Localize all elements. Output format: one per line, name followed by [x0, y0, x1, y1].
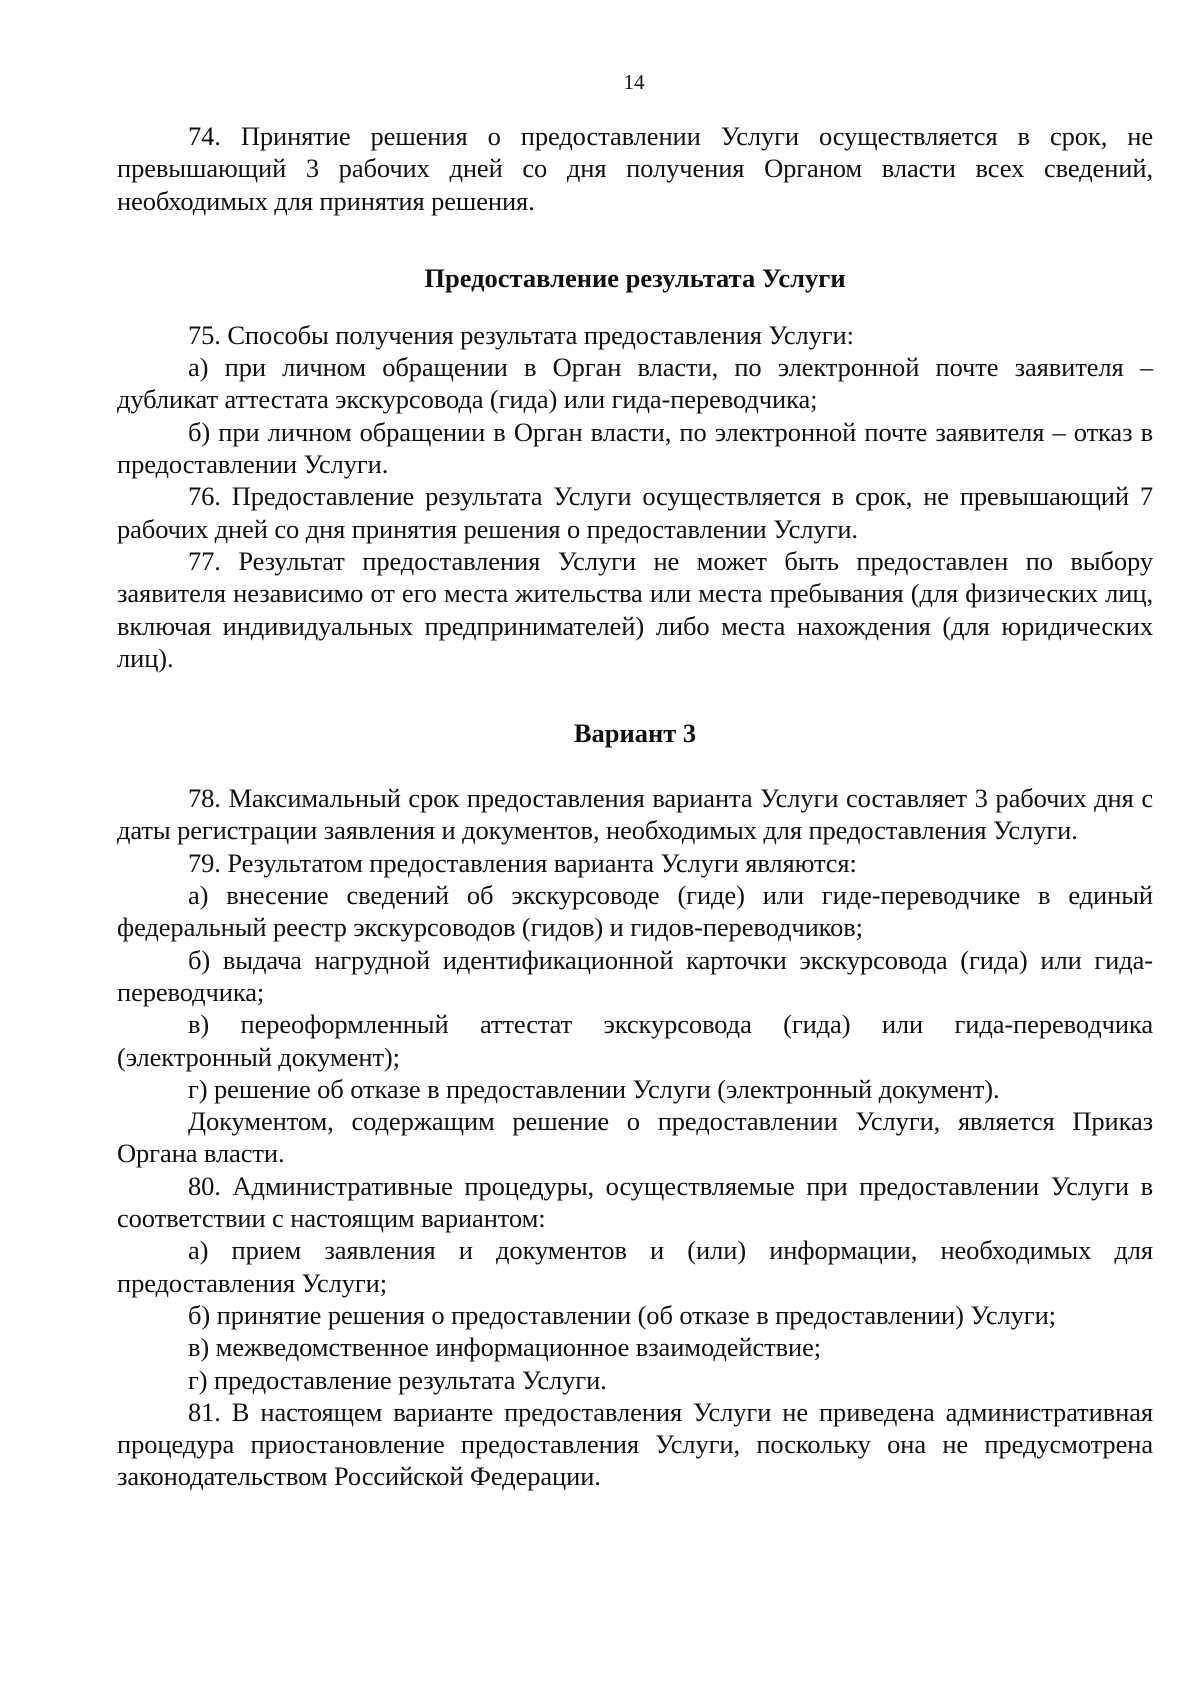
paragraph-75-a: а) при личном обращении в Орган власти, по электронной почте заявителя – дубликат аттестата экскурсовода (гида) или гида-переводчика; — [117, 352, 1153, 415]
section-heading-result: Предоставление результата Услуги — [424, 262, 846, 293]
document-body — [117, 120, 1153, 1493]
paragraph-75: 75. Способы получения результата предоставления Услуги: — [188, 319, 854, 350]
paragraph-80: 80. Административные процедуры, осуществляемые при предоставлении Услуги в соответствии с настоящим вариантом: — [117, 1170, 1153, 1234]
paragraph-75-b: б) при личном обращении в Орган власти, по электронной почте заявителя – отказ в предоставлении Услуги. — [117, 416, 1153, 480]
paragraph-80-v: в) межведомственное информационное взаимодействие; — [188, 1332, 822, 1363]
paragraph-79-b: б) выдача нагрудной идентификационной карточки экскурсовода (гида) или гида-переводчика; — [117, 944, 1153, 1007]
paragraph-77: 77. Результат предоставления Услуги не может быть предоставлен по выбору заявителя независимо от его места жительства или места пребывания (для физических лиц, включая индивидуальных предпринимателей) либо места нахождения (для юридических лиц). — [117, 545, 1153, 673]
page-number: 14 — [623, 70, 645, 94]
paragraph-78: 78. Максимальный срок предоставления варианта Услуги составляет 3 рабочих дня с даты регистрации заявления и документов, необходимых для предоставления Услуги. — [117, 783, 1153, 846]
paragraph-79-document: Документом, содержащим решение о предоставлении Услуги, является Приказ Органа власти. — [117, 1106, 1153, 1169]
paragraph-79-a: а) внесение сведений об экскурсоводе (гиде) или гиде-переводчике в единый федеральный реестр экскурсоводов (гидов) и гидов-переводчиков; — [117, 880, 1153, 943]
paragraph-76: 76. Предоставление результата Услуги осуществляется в срок, не превышающий 7 рабочих дней со дня принятия решения о предоставлении Услуги. — [117, 481, 1153, 544]
paragraph-79-v: в) переоформленный аттестат экскурсовода (гида) или гида-переводчика (электронный документ); — [117, 1009, 1153, 1072]
paragraph-80-b: б) принятие решения о предоставлении (об отказе в предоставлении) Услуги; — [188, 1299, 1056, 1330]
paragraph-79: 79. Результатом предоставления варианта Услуги являются: — [188, 847, 857, 878]
paragraph-81: 81. В настоящем варианте предоставления Услуги не приведена административная процедура приостановление предоставления Услуги, поскольку она не предусмотрена законодательством Российской Федерации. — [117, 1396, 1153, 1492]
paragraph-80-a: а) прием заявления и документов и (или) информации, необходимых для предоставления Услуги; — [117, 1235, 1153, 1298]
paragraph-80-g: г) предоставление результата Услуги. — [188, 1364, 607, 1395]
paragraph-74: 74. Принятие решения о предоставлении Услуги осуществляется в срок, не превышающий 3 рабочих дней со дня получения Органом власти всех сведений, необходимых для принятия решения. — [117, 121, 1153, 216]
paragraph-79-g: г) решение об отказе в предоставлении Услуги (электронный документ). — [188, 1073, 1000, 1104]
section-heading-variant-3: Вариант 3 — [573, 718, 697, 749]
